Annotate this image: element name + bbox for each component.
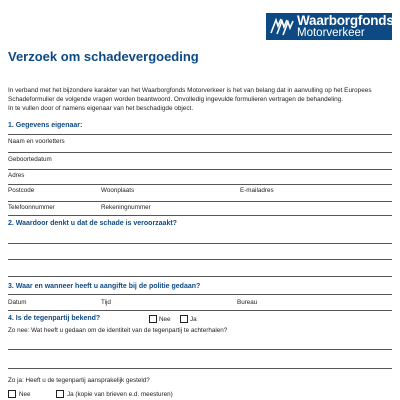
address-field[interactable]: [8, 184, 392, 185]
known-yes-checkbox[interactable]: [180, 315, 188, 323]
cause-field-line-1[interactable]: [8, 243, 392, 244]
phone-label: Telefoonnummer: [8, 204, 55, 211]
known-yes-label: Ja: [190, 316, 197, 323]
name-label: Naam en voorletters: [8, 138, 65, 145]
time-label: Tijd: [101, 299, 111, 306]
question-no-label: Zo nee: Wat heeft u gedaan om de identiteit van de tegenpartij te achterhalen?: [8, 327, 228, 334]
postcode-label: Postcode: [8, 187, 35, 194]
waarborgfonds-logo: [266, 13, 392, 40]
section2-heading: 2. Waardoor denkt u dat de schade is veroorzaakt?: [8, 220, 177, 227]
divider: [8, 294, 392, 295]
intro-line-3: In te vullen door of namens eigenaar van het beschadigde object.: [8, 105, 194, 112]
question-yes-label: Zo ja: Heeft u de tegenpartij aansprakelijk gesteld?: [8, 377, 150, 384]
liable-yes-label: Ja (kopie van brieven e.d. meesturen): [67, 391, 173, 398]
page-title: Verzoek om schadevergoeding: [8, 49, 199, 64]
logo-text: [297, 14, 394, 39]
logo-wave-icon: [269, 16, 295, 37]
intro-line-1: In verband met het bijzondere karakter van het Waarborgfonds Motorverkeer is het van belang dat in aanvulling op het Europees: [8, 87, 372, 94]
cause-field-line-3[interactable]: [8, 276, 392, 277]
account-label: Rekeningnummer: [101, 204, 151, 211]
known-no-label: Nee: [159, 316, 171, 323]
divider: [8, 134, 392, 135]
cause-field-line-2[interactable]: [8, 259, 392, 260]
section4-heading: 4. Is de tegenpartij bekend?: [8, 315, 101, 322]
office-label: Bureau: [237, 299, 258, 306]
liable-no-label: Nee: [19, 391, 31, 398]
logo-line2: Motorverkeer: [297, 26, 365, 39]
city-label: Woonplaats: [101, 187, 135, 194]
liable-no-checkbox[interactable]: [8, 390, 16, 398]
section1-heading: 1. Gegevens eigenaar:: [8, 122, 83, 129]
police-report-field[interactable]: [8, 310, 392, 311]
known-no-checkbox[interactable]: [149, 315, 157, 323]
birthdate-label: Geboortedatum: [8, 156, 52, 163]
identity-field-line-2[interactable]: [8, 368, 392, 369]
identity-field-line-1[interactable]: [8, 349, 392, 350]
phone-account-field[interactable]: [8, 215, 392, 216]
postcode-city-email-field[interactable]: [8, 201, 392, 202]
logo-line1: Waarborgfonds: [297, 13, 394, 28]
intro-line-2: Schadeformulier de volgende vragen worden beantwoord. Onvolledig ingevulde formulieren vertragen de behandeling.: [8, 96, 344, 103]
email-label: E-mailadres: [240, 187, 274, 194]
birthdate-field[interactable]: [8, 169, 392, 170]
liable-yes-checkbox[interactable]: [56, 390, 64, 398]
name-field[interactable]: [8, 152, 392, 153]
section3-heading: 3. Waar en wanneer heeft u aangifte bij de politie gedaan?: [8, 283, 201, 290]
date-label: Datum: [8, 299, 27, 306]
address-label: Adres: [8, 172, 25, 179]
